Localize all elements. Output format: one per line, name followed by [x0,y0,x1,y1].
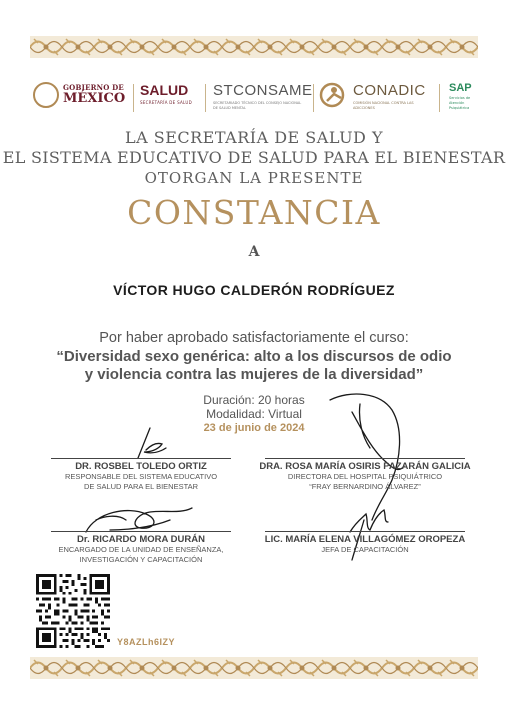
stconsame-logo [213,78,313,118]
conadic-logo-text: CONADIC [353,82,426,99]
sap-logo [449,78,479,118]
signatory-name: Dr. RICARDO MORA DURÁN [77,534,205,545]
national-seal-icon [33,82,59,108]
signature-block-toledo [36,458,246,492]
gobierno-logo-text: GOBIERNO DE [63,83,124,92]
conadic-logo [319,78,431,118]
bottom-decorative-band [30,657,478,679]
signature-block-villagomez [255,531,475,555]
course-name-line-1: “Diversidad sexo genérica: alto a los discursos de odio [56,348,452,365]
course-name-line-2: y violencia contra las mujeres de la diversidad” [84,366,424,383]
signatory-role: INVESTIGACIÓN Y CAPACITACIÓN [79,555,203,564]
logo-divider [313,84,314,112]
certificate-title: CONSTANCIA [127,193,381,232]
signature-block-pazaran [255,458,475,492]
course-duration: Duración: 20 horas [203,393,305,407]
logo-divider [439,84,440,112]
top-decorative-band [30,36,478,58]
to-label: A [248,244,260,260]
stconsame-logo-text: STCONSAME [213,82,313,99]
qr-code[interactable] [36,574,110,648]
salud-logo-text: SALUD [140,82,189,98]
signatory-role: RESPONSABLE DEL SISTEMA EDUCATIVO [64,472,218,481]
logo-divider [205,84,206,112]
signature-line [51,458,231,459]
signatory-role: JEFA DE CAPACITACIÓN [321,545,409,554]
header-line-1: LA SECRETARÍA DE SALUD Y [124,128,384,147]
course-date: 23 de junio de 2024 [203,422,305,434]
header-line-2: EL SISTEMA EDUCATIVO DE SALUD PARA EL BIENESTAR [2,148,506,167]
header-line-3: OTORGAN LA PRESENTE [144,169,364,187]
logo-divider [133,84,134,112]
signatory-role: “FRAY BERNARDINO ÁLVAREZ” [309,482,421,491]
salud-logo-subtext: SECRETARÍA DE SALUD [140,100,192,105]
signature-block-mora [36,531,246,565]
recipient-name: VÍCTOR HUGO CALDERÓN RODRÍGUEZ [113,282,395,298]
mexico-logo-text: MÉXICO [63,91,126,106]
signature-line [51,531,231,532]
signatory-name: DR. ROSBEL TOLEDO ORTIZ [75,461,207,472]
conadic-logo-subtext: COMISIÓN NACIONAL CONTRA LAS ADICCIONES [353,101,414,110]
course-modality: Modalidad: Virtual [206,407,302,421]
signatory-name: DRA. ROSA MARÍA OSIRIS PAZARÁN GALICIA [259,461,471,472]
signatory-role: DE SALUD PARA EL BIENESTAR [83,482,199,491]
course-intro: Por haber aprobado satisfactoriamente el curso: [99,330,409,346]
signatory-role: ENCARGADO DE LA UNIDAD DE ENSEÑANZA, [58,545,224,554]
signature-line [265,531,465,532]
salud-logo [140,78,200,118]
stconsame-logo-subtext: SECRETARIADO TÉCNICO DEL CONSEJO NACIONAL DE SALUD MENTAL [213,101,302,110]
verification-code: Y8AZLh6IZY [117,637,176,647]
gobierno-mexico-logo [33,78,129,118]
logo-row [33,78,478,118]
sap-logo-subtext: Servicios de Atención Psiquiátrica [449,96,471,110]
conadic-emblem-icon [319,82,349,108]
signature-line [265,458,465,459]
signatory-name: LIC. MARÍA ELENA VILLAGÓMEZ OROPEZA [264,534,466,545]
sap-logo-text: SAP [449,82,472,94]
signatory-role: DIRECTORA DEL HOSPITAL PSIQUIÁTRICO [287,472,443,481]
